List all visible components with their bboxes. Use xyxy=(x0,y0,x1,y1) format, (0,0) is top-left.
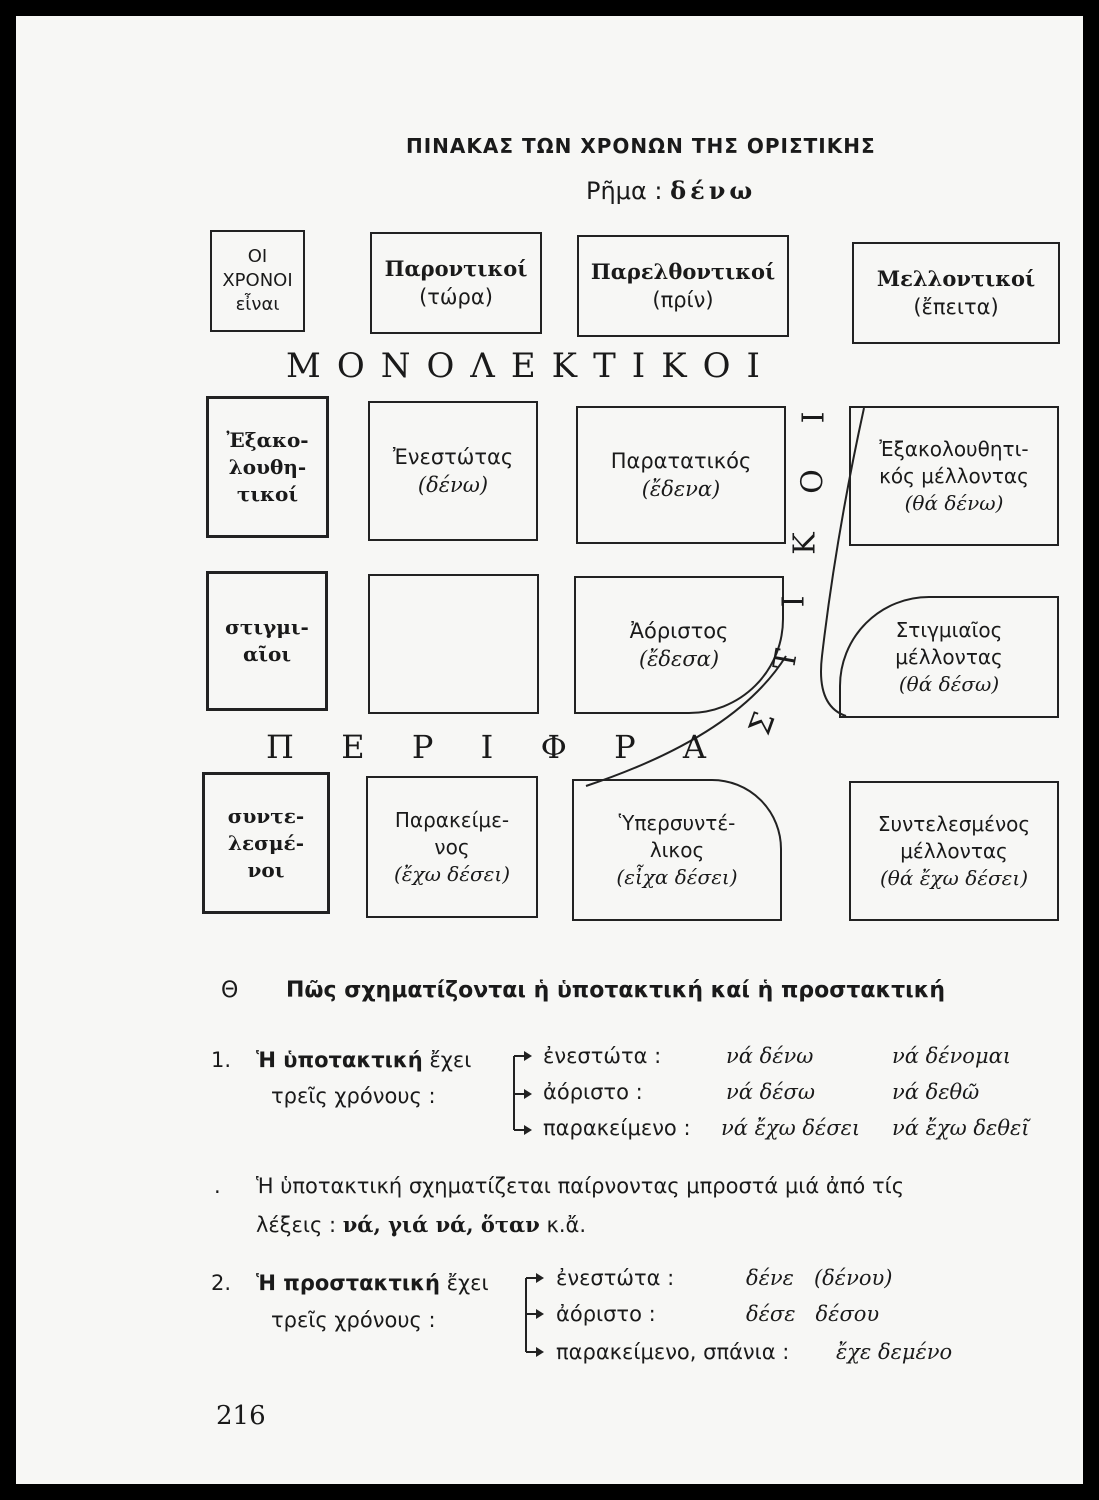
cell-present-continuous: Ἐνεστώτας (δένω) xyxy=(368,401,538,541)
cell-future-perfect: Συντελεσμένος μέλλοντας (θά ἔχω δέσει) xyxy=(849,781,1059,921)
periphrastikoi-v-3: Κ xyxy=(787,532,823,555)
table-title: ΠΙΝΑΚΑΣ ΤΩΝ ΧΡΟΝΩΝ ΤΗΣ ΟΡΙΣΤΙΚΗΣ xyxy=(406,134,876,158)
section-symbol: Θ xyxy=(221,978,239,1003)
curve-right xyxy=(821,408,864,716)
header-tenses-are: ΟΙ ΧΡΟΝΟΙ εἶναι xyxy=(210,230,305,332)
p1-tense-1-active: νά δέσω xyxy=(726,1080,815,1104)
cell-aorist: Ἀόριστος (ἔδεσα) xyxy=(574,576,784,714)
periphrastikoi-v-1: Τ xyxy=(767,646,805,673)
cell-present-perfect: Παρακείμε- νος (ἔχω δέσει) xyxy=(366,776,538,918)
periphrastikoi-v-4: Ο xyxy=(794,469,830,494)
p2-tense-0-forms: δένε (δένου) xyxy=(746,1266,893,1290)
verb-label: Ρῆμα : xyxy=(586,177,663,205)
p1-tense-1: ἀόριστο : xyxy=(543,1080,643,1104)
cell-imperfect: Παρατατικός (ἔδενα) xyxy=(576,406,786,544)
page xyxy=(16,16,1083,1484)
note-bullet: . xyxy=(214,1174,221,1198)
monolektikoi-label: ΜΟΝΟΛΕΚΤΙΚΟΙ xyxy=(286,346,776,386)
p1-tense-0-active: νά δένω xyxy=(726,1044,814,1068)
cell-pluperfect: Ὑπερσυντέ- λικος (εἶχα δέσει) xyxy=(572,779,782,921)
row-label-perfect: συντε- λεσμέ- νοι xyxy=(202,772,330,914)
header-past: Παρελθοντικοί (πρίν) xyxy=(577,235,789,337)
p1-lead-line2: τρεῖς χρόνους : xyxy=(271,1084,436,1108)
header-future: Μελλοντικοί (ἔπειτα) xyxy=(852,242,1060,344)
verb: δένω xyxy=(670,176,757,205)
p2-tense-2-forms: ἔχε δεμένο xyxy=(836,1340,953,1364)
p1-lead: Ἡ ὑποτακτική ἔχει xyxy=(256,1048,472,1072)
p1-tense-2: παρακείμενο : xyxy=(543,1116,691,1140)
p1-tense-2-passive: νά ἔχω δεθεῖ xyxy=(892,1116,1030,1140)
row-label-continuous: Ἐξακο- λουθη- τικοί xyxy=(206,396,329,538)
p1-tense-1-passive: νά δεθῶ xyxy=(892,1080,980,1104)
note-line2: λέξεις : νά, γιά νά, ὅταν κ.ἄ. xyxy=(256,1212,587,1237)
p2-tense-2: παρακείμενο, σπάνια : xyxy=(556,1340,790,1364)
p1-brace-arrows xyxy=(504,1044,534,1144)
section-heading xyxy=(221,978,945,1003)
p1-number: 1. xyxy=(211,1048,232,1072)
cell-continuous-future: Ἐξακολουθητι- κός μέλλοντας (θά δένω) xyxy=(849,406,1059,546)
p1-tense-0: ἐνεστώτα : xyxy=(543,1044,662,1068)
p2-tense-0: ἐνεστώτα : xyxy=(556,1266,675,1290)
header-present: Παροντικοί (τώρα) xyxy=(370,232,542,334)
p2-lead: Ἡ προστακτική ἔχει xyxy=(256,1271,489,1295)
periphrastikoi-horizontal: Π Ε Ρ Ι Φ Ρ Α xyxy=(266,728,706,766)
p2-brace-arrows xyxy=(516,1266,546,1366)
note-line1: Ἡ ὑποτακτική σχηματίζεται παίρνοντας μπροστά μιά ἀπό τίς xyxy=(256,1174,905,1198)
periphrastikoi-v-0: Σ xyxy=(742,707,783,740)
row-label-momentary: στιγμι- αῖοι xyxy=(206,571,328,711)
periphrastikoi-v-5: Ι xyxy=(796,411,832,424)
periphrastikoi-v-2: Ι xyxy=(776,595,812,608)
p1-tense-0-passive: νά δένομαι xyxy=(892,1044,1012,1068)
p2-lead-line2: τρεῖς χρόνους : xyxy=(271,1308,436,1332)
p2-tense-1-forms: δέσε δέσου xyxy=(746,1302,880,1326)
section-title: Πῶς σχηματίζονται ἡ ὑποτακτική καί ἡ προστακτική xyxy=(286,978,946,1003)
cell-momentary-future: Στιγμιαῖος μέλλοντας (θά δέσω) xyxy=(839,596,1059,718)
page-number: 216 xyxy=(216,1401,266,1431)
p1-tense-2-active: νά ἔχω δέσει xyxy=(721,1116,861,1140)
p2-number: 2. xyxy=(211,1271,232,1295)
p2-tense-1: ἀόριστο : xyxy=(556,1302,656,1326)
